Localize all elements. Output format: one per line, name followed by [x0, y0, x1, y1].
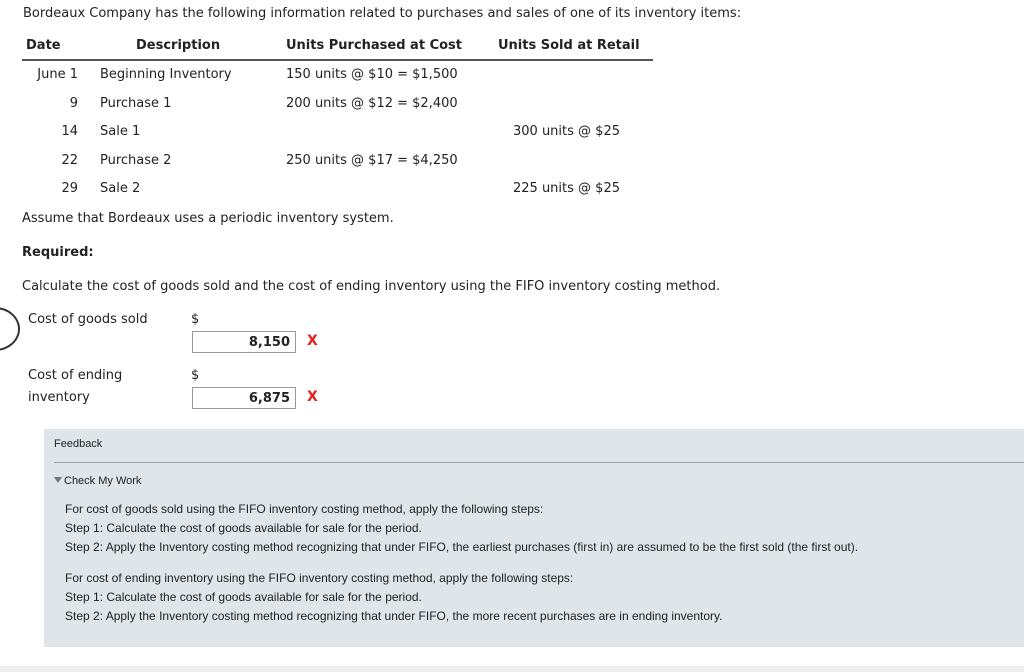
row-date: 22 [61, 153, 78, 168]
row-description: Purchase 2 [100, 153, 172, 168]
focus-circle [0, 307, 20, 351]
cogs-input[interactable]: 8,150 [192, 331, 296, 353]
check-my-work-label: Check My Work [64, 475, 142, 487]
row-description: Beginning Inventory [100, 67, 232, 82]
instruction-text: Calculate the cost of goods sold and the cost of ending inventory using the FIFO inventory costing method. [22, 279, 721, 294]
table-header-divider [22, 59, 653, 61]
intro-text: Bordeaux Company has the following information related to purchases and sales of one of its inventory items: [23, 6, 742, 21]
feedback-ending-step1: Step 1: Calculate the cost of goods available for sale for the period. [65, 590, 422, 604]
table-header-date: Date [26, 38, 61, 53]
collapse-triangle-icon [54, 477, 62, 483]
ending-inventory-incorrect-icon: X [307, 389, 318, 405]
check-my-work-toggle[interactable] [54, 475, 141, 487]
cogs-incorrect-icon: X [307, 333, 318, 349]
row-units-purchased: 250 units @ $17 = $4,250 [286, 153, 458, 168]
cogs-currency: $ [191, 312, 200, 327]
cogs-label: Cost of goods sold [28, 312, 148, 327]
row-units-sold: 225 units @ $25 [513, 181, 620, 196]
feedback-panel [44, 429, 1024, 647]
feedback-cogs-lead: For cost of goods sold using the FIFO inventory costing method, apply the following steps: [65, 502, 544, 516]
ending-inventory-currency: $ [191, 368, 200, 383]
feedback-ending-lead: For cost of ending inventory using the FIFO inventory costing method, apply the following steps: [65, 571, 574, 585]
row-description: Sale 1 [100, 124, 141, 139]
assumption-text: Assume that Bordeaux uses a periodic inventory system. [22, 211, 394, 226]
row-date: June 1 [37, 67, 78, 82]
page-bottom-strip [0, 666, 1024, 672]
ending-inventory-label-line2: inventory [28, 390, 90, 405]
ending-inventory-label-line1: Cost of ending [28, 368, 123, 383]
feedback-title: Feedback [54, 438, 103, 450]
row-units-sold: 300 units @ $25 [513, 124, 620, 139]
row-date: 14 [61, 124, 78, 139]
row-description: Sale 2 [100, 181, 141, 196]
row-date: 29 [61, 181, 78, 196]
table-header-units-sold: Units Sold at Retail [498, 38, 640, 53]
row-units-purchased: 200 units @ $12 = $2,400 [286, 96, 458, 111]
feedback-divider [54, 462, 1024, 463]
feedback-cogs-step2: Step 2: Apply the Inventory costing method recognizing that under FIFO, the earliest purchases (first in) are assumed to be the first sold (the first out). [65, 540, 859, 554]
ending-inventory-input[interactable]: 6,875 [192, 387, 296, 409]
table-header-description: Description [136, 38, 221, 53]
table-header-units-purchased: Units Purchased at Cost [286, 38, 462, 53]
row-description: Purchase 1 [100, 96, 172, 111]
feedback-ending-step2: Step 2: Apply the Inventory costing method recognizing that under FIFO, the more recent purchases are in ending inventory. [65, 609, 723, 623]
row-units-purchased: 150 units @ $10 = $1,500 [286, 67, 458, 82]
feedback-cogs-step1: Step 1: Calculate the cost of goods available for sale for the period. [65, 521, 422, 535]
required-label: Required: [22, 245, 94, 260]
row-date: 9 [69, 96, 78, 111]
